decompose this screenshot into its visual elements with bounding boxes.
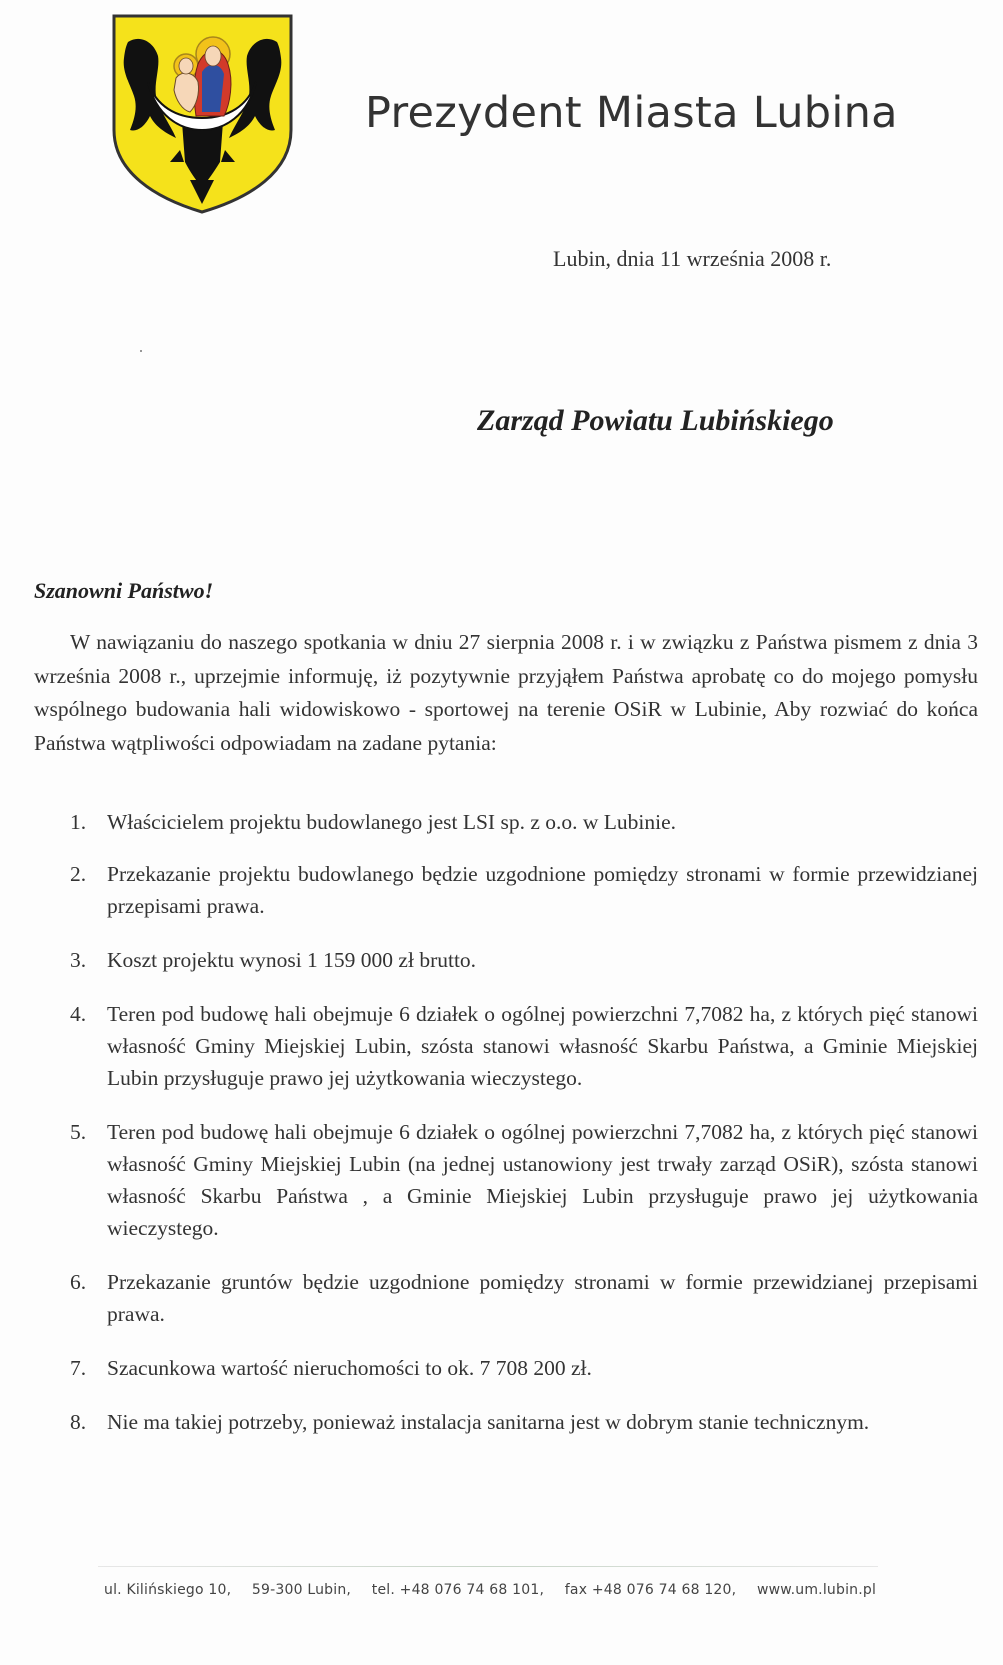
item-number: 2.: [70, 862, 87, 886]
footer-divider: [98, 1566, 878, 1567]
item-number: 5.: [70, 1120, 87, 1144]
page-title: Prezydent Miasta Lubina: [365, 88, 898, 138]
letter-date: Lubin, dnia 11 września 2008 r.: [553, 246, 832, 271]
footer-contact: [104, 1582, 876, 1598]
lubin-coat-of-arms-icon: [110, 12, 295, 217]
footer-phone: tel. +48 076 74 68 101,: [371, 1582, 545, 1598]
item-number: 8.: [70, 1410, 87, 1434]
list-item: [34, 806, 978, 838]
list-item: [34, 1352, 978, 1384]
footer-address: ul. Kilińskiego 10,: [104, 1582, 232, 1598]
salutation: Szanowni Państwo!: [34, 578, 214, 603]
item-number: 3.: [70, 948, 87, 972]
item-text: Koszt projektu wynosi 1 159 000 zł brutto.: [107, 948, 477, 972]
item-text: Teren pod budowę hali obejmuje 6 działek o ogólnej powierzchni 7,7082 ha, z których pięć stanowi własność Gminy Miejskiej Lubin, szósta stanowi własność Skarbu Państwa, a Gminie Miejskiej Lubin przysługuje prawo jej użytkowania wieczystego.: [107, 1002, 978, 1090]
footer-postal: 59-300 Lubin,: [251, 1582, 352, 1598]
item-text: Przekazanie gruntów będzie uzgodnione pomiędzy stronami w formie przewidzianej przepisami prawa.: [107, 1270, 978, 1326]
list-item: [34, 1406, 978, 1438]
item-number: 1.: [70, 810, 87, 834]
item-text: Właścicielem projektu budowlanego jest LSI sp. z o.o. w Lubinie.: [107, 810, 677, 834]
list-item: [34, 944, 978, 976]
intro-paragraph: W nawiązaniu do naszego spotkania w dniu 27 sierpnia 2008 r. i w związku z Państwa pismem z dnia 3 września 2008 r., uprzejmie informuję, iż pozytywnie przyjąłem Państwa aprobatę co do mojego pomysłu wspólnego budowania hali widowiskowo - sportowej na terenie OSiR w Lubinie, Aby rozwiać do końca Państwa wątpliwości odpowiadam na zadane pytania:: [34, 630, 978, 755]
item-text: Nie ma takiej potrzeby, ponieważ instalacja sanitarna jest w dobrym stanie technicznym.: [107, 1410, 870, 1434]
item-number: 4.: [70, 1002, 87, 1026]
list-item: [34, 998, 978, 1094]
list-item: [34, 1116, 978, 1244]
list-item: [34, 1266, 978, 1330]
item-number: 6.: [70, 1270, 87, 1294]
footer-fax: fax +48 076 74 68 120,: [564, 1582, 737, 1598]
item-text: Szacunkowa wartość nieruchomości to ok. 7 708 200 zł.: [107, 1356, 592, 1380]
footer-website: www.um.lubin.pl: [756, 1582, 877, 1598]
item-text: Teren pod budowę hali obejmuje 6 działek o ogólnej powierzchni 7,7082 ha, z których pięć stanowi własność Gminy Miejskiej Lubin (na jednej ustanowiony jest trwały zarząd OSiR), szósta stanowi własność Skarbu Państwa , a Gminie Miejskiej Lubin przysługuje prawo jej użytkowania wieczystego.: [107, 1120, 978, 1240]
answers-list: [34, 806, 978, 1438]
list-item: [34, 858, 978, 922]
scan-speck: [140, 350, 142, 352]
addressee: Zarząd Powiatu Lubińskiego: [477, 404, 834, 437]
item-text: Przekazanie projektu budowlanego będzie uzgodnione pomiędzy stronami w formie przewidzianej przepisami prawa.: [107, 862, 978, 918]
item-number: 7.: [70, 1356, 87, 1380]
